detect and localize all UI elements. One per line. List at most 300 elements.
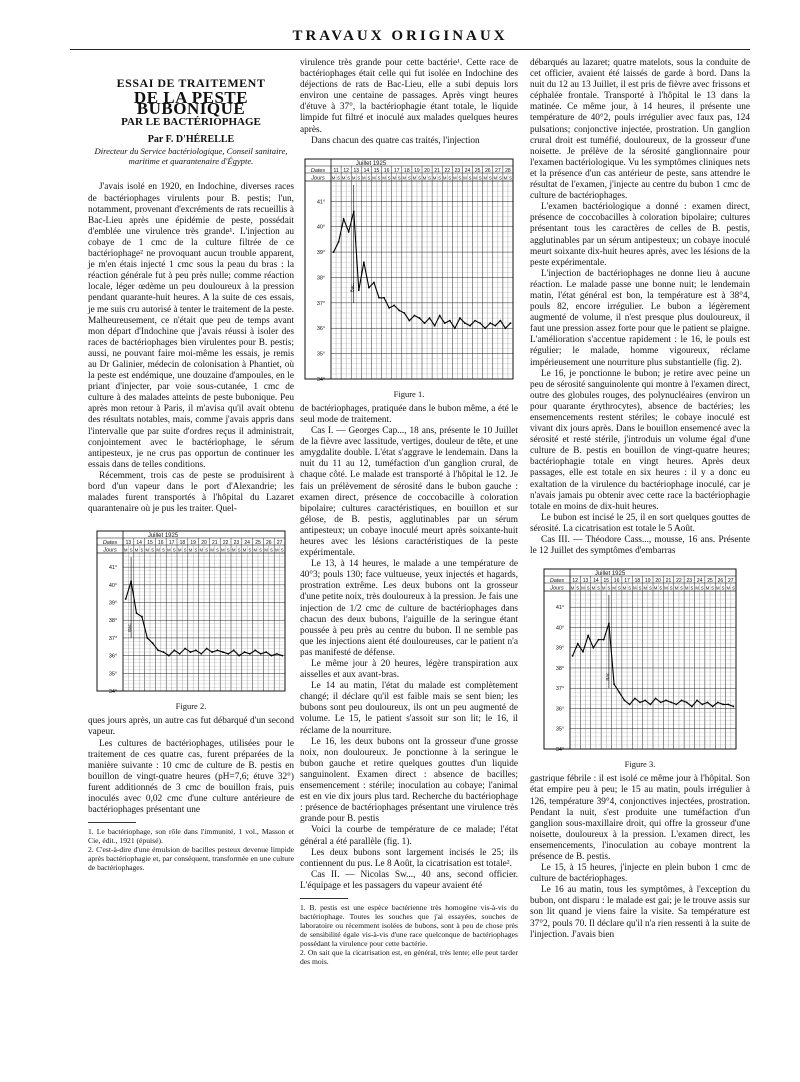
morning-label: M — [341, 175, 346, 181]
evening-label: S — [468, 175, 472, 181]
day-tick-label: 14 — [593, 578, 599, 585]
temperature-point — [510, 322, 512, 324]
temperature-point — [444, 322, 446, 324]
day-tick-label: 15 — [147, 540, 153, 547]
y-tick-label: 41° — [108, 565, 118, 572]
morning-label: M — [331, 175, 336, 181]
morning-label: M — [177, 547, 182, 553]
month-label: Juillet 1925 — [594, 571, 626, 578]
temperature-point — [271, 655, 273, 657]
figure-3-chart — [540, 565, 740, 755]
chart-frame — [97, 531, 285, 691]
morning-label: M — [664, 585, 668, 591]
morning-label: M — [674, 585, 679, 591]
temperature-point — [152, 643, 154, 645]
morning-label: M — [156, 547, 160, 553]
day-tick-label: 12 — [572, 578, 578, 585]
y-tick-label: 35° — [316, 351, 326, 358]
temperature-point — [733, 706, 735, 708]
title-line-3: PAR LE BACTÉRIOPHAGE — [121, 116, 261, 129]
y-tick-label: 38° — [316, 275, 326, 282]
temperature-point — [644, 700, 646, 702]
day-tick-label: 20 — [655, 578, 661, 585]
day-tick-label: 16 — [613, 578, 620, 585]
paragraph: J'avais isolé en 1920, en Indochine, diverses races de bactériophages virulents pour B. pestis; l'un, notamment, provenant d'excréments de rats recueillis à Bac-Lieu après une épidémie de peste, possédait d'emblée une virulence très grande¹. L'injection au cobaye de 1 cmc de la culture filtrée de ce bactériophage² ne provoquant aucun trouble apparent, je m'en étais injecté 1 cmc sous la peau du bras : la réaction générale fut à peu près nulle; comme réaction locale, léger œdème un peu douloureux à la pression pendant quarante-huit heures. A la suite de ces essais, je me suis cru autorisé à tenter le traitement de la peste. Malheureusement, ce n'était que peu de temps avant mon départ d'Indochine que j'avais réussi à isoler des races de bactériophages bien virulentes pour B. pestis; aussi, ne pouvant faire moi-même les essais, je remis au Dr Galinier, médecin de colonisation à Phantiet, où la peste est endémique, une douzaine d'ampoules, en le priant d'injecter, par voie sous-cutanée, 1 cmc de culture à des malades atteints de peste bubonique. Peu après mon retour à Paris, il m'avisa qu'il avait obtenu des résultats notables, mais, comme j'avais appris dans l'intervalle que par suite d'ordres reçus il administrait, conjointement avec le bactériophage, le sérum antipesteux, je ne crus pas opportun de continuer les essais dans de telles conditions. — [88, 182, 294, 470]
temperature-point — [464, 322, 466, 324]
footnote-rule — [300, 898, 348, 899]
temperature-point — [200, 653, 202, 655]
temperature-point — [603, 639, 605, 641]
evening-label: S — [357, 175, 361, 181]
evening-label: S — [638, 585, 642, 591]
temperature-point — [414, 314, 416, 316]
temperature-point — [434, 325, 436, 327]
day-tick-label: 18 — [634, 578, 641, 585]
temperature-point — [727, 704, 729, 706]
paragraph: L'injection de bactériophages ne donne lieu à aucune réaction. Le malade passe une bonne nuit; le lendemain matin, l'état général est bon, la température est à 38°4, pouls 82, encore irrégulier. Le bubon a légèrement augmenté de volume, il n'est presque plus douloureux, il faut une pression assez forte pour que le patient se plaigne. L'amélioration s'accentue rapidement : le 16, le pouls est régulier; le malade, homme vigoureux, réclame impérieusement une nourriture plus substantielle (fig. 2). — [530, 268, 750, 368]
morning-label: M — [633, 585, 637, 591]
day-tick-label: 12 — [343, 167, 349, 174]
day-tick-label: 26 — [484, 167, 491, 174]
evening-label: S — [576, 585, 580, 591]
temperature-point — [378, 297, 380, 299]
temperature-point — [141, 616, 143, 618]
day-tick-label: 18 — [404, 167, 410, 174]
temperature-point — [184, 648, 186, 650]
evening-label: S — [659, 585, 663, 591]
temperature-point — [338, 241, 340, 243]
paragraph: Le 16, les deux bubons ont la grosseur d'une grosse noix, non douloureux. Je ponctionne à la seringue le bubon gauche et retire quelques gouttes d'un liquide sanguinolent. Examen direct : absence de bacilles; ensemencement : stérile; inoculation au cobaye; l'animal est en vie dix jours plus tard. Recherche du bactériophage : présence de bactériophages présentant une virulence très grande pour B. pestis — [300, 736, 518, 825]
evening-label: S — [721, 585, 725, 591]
temperature-point — [655, 698, 657, 700]
temperature-point — [722, 704, 724, 706]
y-tick-label: 39° — [108, 600, 118, 607]
paragraph: Le 15, à 15 heures, j'injecte en plein bubon 1 cmc de culture de bactériophages. — [530, 863, 750, 885]
row-label-dates: Dates — [549, 578, 565, 585]
evening-label: S — [259, 547, 263, 553]
morning-label: M — [199, 547, 204, 553]
paragraph: Le 16, je ponctionne le bubon; je retire avec peine un peu de sérosité sanguinolente qui montre à l'examen direct, outre des globules rouges, des polynucléaires (environ un pour quarante érythrocytes), absence de bactéries; les ensemencements restent stériles; le cobaye inoculé est vivant dix jours après. Dans le bouillon ensemencé avec la sérosité et resté stérile, j'introduis un volume égal d'une culture de B. pestis en bouillon de vingt-quatre heures; bactériophagie totale en vingt heures. Après deux passages, elle est totale en six heures : il y a donc eu exaltation de la virulence du bactériophage inoculé, car je n'avais jamais pu obtenir avec cette race la bactériophagie totale en moins de dix-huit heures. — [530, 368, 750, 512]
evening-label: S — [428, 175, 431, 181]
paragraph: Cas I. — Georges Cap..., 18 ans, présente le 10 Juillet de la fièvre avec lassitude, vertiges, douleur de tête, et une amygdalite double. L'état s'aggrave le lendemain. Dans la nuit du 11 au 12, tuméfaction d'un ganglion crural, de chaque côté. Le malade est transporté à l'hôpital le 12. Je fais un prélèvement de sérosité dans le bubon gauche : examen direct, présence de coccobacille à coloration bipolaire; cultures caractéristiques, en bouillon et sur gélose, de B. pestis, agglutinables par un sérum antipesteux; un cobaye inoculé meurt après soixante-huit heures avec les lésions caractéristiques de la peste expérimentale. — [300, 426, 518, 559]
temperature-point — [634, 698, 636, 700]
day-tick-label: 23 — [454, 167, 461, 174]
morning-label: M — [493, 175, 498, 181]
morning-label: M — [253, 547, 258, 553]
morning-label: M — [275, 547, 279, 553]
temperature-point — [707, 702, 709, 704]
morning-label: M — [167, 547, 171, 553]
paragraph: Le 14 au matin, l'état du malade est complètement changé; il déclare qu'il est faible mais se sent bien; les bubons sont peu douloureux, ils ont un peu augmenté de volume. Le 15, le patient s'assoit sur son lit; le 16, il réclame de la nourriture. — [300, 681, 518, 736]
day-tick-label: 22 — [676, 578, 682, 585]
evening-label: S — [129, 547, 133, 553]
day-tick-label: 17 — [624, 578, 630, 585]
morning-label: M — [622, 585, 627, 591]
y-tick-label: 36° — [316, 325, 326, 332]
evening-label: S — [607, 585, 611, 591]
paragraph: ques jours après, un autre cas fut débarqué d'un second vapeur. — [88, 716, 294, 738]
author-byline: Par F. D'HÉRELLE — [147, 134, 235, 146]
evening-label: S — [438, 175, 442, 181]
temperature-point — [613, 683, 615, 685]
title-line-2: DE LA PESTE BUBONIQUE — [133, 88, 249, 119]
day-tick-label: 11 — [333, 167, 339, 174]
evening-label: S — [711, 585, 715, 591]
y-tick-label: 36° — [108, 653, 118, 660]
paragraph: Cas II. — Nicolas Sw..., 40 ans, second officier. L'équipage et les passagers du vapeur avaient été — [300, 869, 518, 891]
day-tick-label: 25 — [707, 578, 713, 585]
temperature-point — [598, 639, 600, 641]
y-tick-label: 34° — [555, 747, 565, 754]
temperature-point — [592, 647, 594, 649]
temperature-point — [276, 653, 278, 655]
temperature-point — [419, 317, 421, 319]
title-line-1: ESSAI DE TRAITEMENT — [116, 76, 266, 90]
day-tick-label: 19 — [414, 167, 420, 174]
evening-label: S — [680, 585, 683, 591]
chart-frame — [544, 569, 736, 749]
day-tick-label: 21 — [434, 167, 440, 174]
temperature-point — [712, 706, 714, 708]
y-tick-label: 38° — [108, 618, 118, 625]
figure-3-caption: Figure 3. — [624, 759, 656, 770]
y-tick-label: 39° — [555, 645, 565, 652]
temperature-point — [691, 706, 693, 708]
evening-label: S — [140, 547, 144, 553]
temperature-point — [439, 314, 441, 316]
day-tick-label: 14 — [363, 167, 370, 174]
temperature-point — [195, 650, 197, 652]
temperature-point — [179, 653, 181, 655]
temperature-point — [254, 650, 256, 652]
figure-1-caption: Figure 1. — [393, 388, 425, 399]
footnote-2: 2. On sait que la cicatrisation est, en général, très lente; elle peut tarder des mois. — [300, 947, 518, 966]
evening-label: S — [669, 585, 673, 591]
evening-label: S — [397, 175, 401, 181]
morning-label: M — [231, 547, 236, 553]
footnote-rule — [88, 822, 136, 823]
temperature-point — [469, 325, 471, 327]
morning-label: M — [392, 175, 396, 181]
paragraph: virulence très grande pour cette bactérie¹. Cette race de bactériophages était celle qui fut isolée en Indochine des déjections de rats de Bac-Lieu, elle a subi depuis lors environ une centaine de passages. Après vingt heures d'étuve à 37°, la bactériophagie étant totale, le liquide limpide fut filtré et inoculé aux malades quelques heures après. — [300, 58, 518, 135]
journal-section-header: TRAVAUX ORIGINAUX — [292, 28, 508, 44]
day-tick-label: 20 — [201, 540, 207, 547]
morning-label: M — [145, 547, 150, 553]
paragraph: Le 13, à 14 heures, le malade a une température de 40°3; pouls 130; face vultueuse, yeux injectés et hagards, prostration extrême. Les deux bubons ont la grosseur d'une petite noix, très douloureux à la pression. Je fais une injection de 1/2 cmc de culture de bactériophages dans chacun des deux bubons, l'aiguille de la seringue étant poussée à peu près au centre du bubon. Il ne semble pas que les injections aient été douloureuses, car le patient n'a pas manifesté de défense. — [300, 559, 518, 658]
temperature-point — [454, 327, 456, 329]
temperature-point — [681, 700, 683, 702]
morning-label: M — [695, 585, 699, 591]
day-tick-label: 24 — [464, 167, 471, 174]
month-label: Juillet 1925 — [147, 533, 179, 540]
evening-label: S — [172, 547, 176, 553]
temperature-point — [333, 251, 335, 253]
temperature-point — [675, 704, 677, 706]
chart-frame — [305, 159, 513, 379]
temperature-point — [474, 319, 476, 321]
temperature-point — [717, 702, 719, 704]
paragraph: Les cultures de bactériophages, utilisées pour le traitement de ces quatre cas, furent préparées de la manière suivante : 10 cmc de culture de B. pestis en bouillon de vingt-quatre heures (pH=7,6; étuve 32°) furent additionnés de 3 cmc de bouillon frais, puis inoculés avec 0,02 cmc d'une culture antérieure de bactériophages présentant une — [88, 738, 294, 816]
temperature-point — [388, 307, 390, 309]
morning-label: M — [221, 547, 225, 553]
temperature-point — [373, 281, 375, 283]
temperature-point — [383, 297, 385, 299]
evening-label: S — [183, 547, 187, 553]
day-tick-label: 18 — [179, 540, 186, 547]
y-tick-label: 38° — [555, 666, 565, 673]
temperature-point — [424, 322, 426, 324]
day-tick-label: 28 — [505, 167, 511, 174]
figure-1-chart — [301, 155, 517, 385]
evening-label: S — [367, 175, 371, 181]
day-tick-label: 21 — [212, 540, 218, 547]
morning-label: M — [601, 585, 606, 591]
morning-label: M — [443, 175, 447, 181]
evening-label: S — [226, 547, 230, 553]
morning-label: M — [612, 585, 616, 591]
morning-label: M — [473, 175, 477, 181]
evening-label: S — [216, 547, 219, 553]
temperature-point — [650, 704, 652, 706]
temperature-point — [244, 651, 246, 653]
day-tick-label: 26 — [266, 540, 272, 547]
paragraph: gastrique fébrile : il est isolé ce même jour à l'hôpital. Son état empire peu à peu; le 15 au matin, pouls irrégulier à 126, température 39°4, conjonctives injectées, prostration. Pendant la nuit, s'est produite une tuméfaction d'un ganglion sous-maxillaire droit, qui offre la grosseur d'une noisette, douloureux à la pression. L'examen direct, les ensemencements, l'inoculation au cobaye montrent la présence de B. pestis. — [530, 774, 750, 862]
temperature-point — [249, 653, 251, 655]
morning-label: M — [264, 547, 268, 553]
evening-label: S — [407, 175, 411, 181]
morning-label: M — [643, 585, 647, 591]
temperature-point — [665, 700, 667, 702]
morning-label: M — [483, 175, 487, 181]
temperature-point — [429, 317, 431, 319]
temperature-point — [281, 655, 283, 657]
temperature-point — [146, 637, 148, 639]
temperature-point — [260, 653, 262, 655]
day-tick-label: 23 — [686, 578, 693, 585]
temperature-point — [211, 651, 213, 653]
evening-label: S — [700, 585, 704, 591]
temperature-point — [168, 655, 170, 657]
y-tick-label: 37° — [555, 686, 565, 693]
temperature-point — [489, 322, 491, 324]
evening-label: S — [237, 547, 241, 553]
temperature-point — [393, 304, 395, 306]
temperature-point — [408, 319, 410, 321]
temperature-point — [572, 655, 574, 657]
temperature-point — [577, 643, 579, 645]
day-tick-label: 15 — [603, 578, 610, 585]
temperature-point — [449, 319, 451, 321]
y-tick-label: 40° — [555, 625, 565, 632]
y-tick-label: 41° — [555, 605, 565, 612]
evening-label: S — [597, 585, 600, 591]
evening-label: S — [509, 175, 512, 181]
day-tick-label: 15 — [373, 167, 380, 174]
header-rule — [70, 49, 750, 50]
temperature-point — [265, 651, 267, 653]
y-tick-label: 35° — [555, 726, 565, 733]
morning-label: M — [210, 547, 214, 553]
footnote-1: 1. B. pestis est une espèce bactérienne très homogène vis-à-vis du bactériophage. Toutes les souches que j'ai essayées, souches de laboratoire ou récemment isolées de bubons, sont à peu de chose près de sensibilité égale vis-à-vis d'une race quelconque de bactériophages possédant la virulence pour cette bactérie. — [300, 902, 518, 948]
temperature-point — [163, 651, 165, 653]
temperature-point — [582, 651, 584, 653]
temperature-point — [639, 702, 641, 704]
y-tick-label: 37° — [316, 300, 326, 307]
temperature-point — [624, 700, 626, 702]
figure-2-chart — [93, 527, 289, 697]
day-tick-label: 16 — [158, 540, 164, 547]
evening-label: S — [498, 175, 502, 181]
column-1 — [88, 58, 294, 872]
morning-label: M — [422, 175, 427, 181]
morning-label: M — [242, 547, 247, 553]
y-tick-label: 39° — [316, 249, 326, 256]
morning-label: M — [134, 547, 139, 553]
temperature-point — [499, 319, 501, 321]
day-tick-label: 23 — [233, 540, 240, 547]
evening-label: S — [337, 175, 340, 181]
morning-label: M — [188, 547, 193, 553]
day-tick-label: 19 — [190, 540, 196, 547]
day-tick-label: 22 — [444, 167, 451, 174]
footnote-2: 2. C'est-à-dire d'une émulsion de bacilles pesteux devenue limpide après bactériophagie et, par conséquent, transformée en une culture de bactériophages. — [88, 845, 294, 873]
day-tick-label: 24 — [696, 578, 703, 585]
column-3 — [530, 58, 750, 941]
morning-label: M — [653, 585, 658, 591]
temperature-point — [217, 650, 219, 652]
evening-label: S — [162, 547, 165, 553]
temperature-point — [222, 651, 224, 653]
evening-label: S — [151, 547, 155, 553]
temperature-point — [368, 286, 370, 288]
evening-label: S — [387, 175, 391, 181]
evening-label: S — [270, 547, 273, 553]
morning-label: M — [352, 175, 356, 181]
temperature-point — [701, 704, 703, 706]
paragraph: Voici la courbe de température de ce malade; l'état général a été parallèle (fig. 1). — [300, 825, 518, 847]
temperature-point — [403, 312, 405, 314]
paragraph: Les deux bubons sont largement incisés le 25; ils contiennent du pus. Le 8 Août, la cicatrisation est totale². — [300, 847, 518, 869]
morning-label: M — [372, 175, 376, 181]
day-tick-label: 27 — [276, 540, 283, 547]
morning-label: M — [570, 585, 575, 591]
evening-label: S — [458, 175, 462, 181]
temperature-point — [629, 704, 631, 706]
injection-annotation: Bac. — [127, 623, 133, 633]
temperature-point — [358, 289, 360, 291]
temperature-point — [363, 261, 365, 263]
y-tick-label: 34° — [108, 689, 118, 696]
paragraph: débarqués au lazaret; quatre matelots, sous la conduite de cet officier, avaient été laissés de garde à bord. Dans la nuit du 12 au 13 Juillet, il est pris de fièvre avec frissons et céphalée frontale. Transporté à l'hôpital le 13 dans la matinée. Ce même jour, à 14 heures, il présente une température de 40°2, pouls irrégulier avec faux pas, 124 pulsations; conjonctive injectée, prostration. Un ganglion crural droit est tuméfié, douloureux, de la grosseur d'une noisette. Je prélève de la sérosité ganglionnaire pour l'examen bactériologique. Vu les symptômes cliniques nets et la présence d'un cas antérieur de peste, sans attendre le résultat de l'examen, j'injecte au centre du bubon 1 cmc de culture de bactériophages. — [530, 58, 750, 202]
evening-label: S — [732, 585, 735, 591]
day-tick-label: 22 — [222, 540, 229, 547]
temperature-point — [206, 648, 208, 650]
paragraph: Récemment, trois cas de peste se produisirent à bord d'un vapeur dans le port d'Alexandrie; les malades furent transportés à l'hôpital du Lazaret quarantenaire où je pus les traiter. Quel- — [88, 470, 294, 515]
evening-label: S — [377, 175, 381, 181]
paragraph: de bactériophages, pratiquée dans le bubon même, a été le seul mode de traitement. — [300, 403, 518, 425]
evening-label: S — [448, 175, 452, 181]
day-tick-label: 13 — [353, 167, 360, 174]
footnote-1: 1. Le bactériophage, son rôle dans l'immunité, 1 vol., Masson et Cie, édit., 1921 (épuisé). — [88, 827, 294, 846]
y-tick-label: 40° — [316, 224, 326, 231]
paragraph: Le même jour à 20 heures, légère transpiration aux aisselles et aux avant-bras. — [300, 659, 518, 681]
evening-label: S — [205, 547, 209, 553]
y-tick-label: 36° — [555, 706, 565, 713]
paragraph: L'examen bactériologique a donné : examen direct, présence de coccobacilles à coloration bipolaire; cultures présentant tous les caractères de celles de B. pestis, agglutinables par un sérum antipesteux; un cobaye inoculé meurt soixante dix-huit heures après, avec les lésions de la peste expérimentale. — [530, 202, 750, 268]
evening-label: S — [248, 547, 252, 553]
day-tick-label: 13 — [582, 578, 589, 585]
day-tick-label: 21 — [665, 578, 672, 585]
article-title-block — [88, 78, 294, 166]
temperature-point — [125, 598, 127, 600]
morning-label: M — [432, 175, 437, 181]
paragraph: Le 16 au matin, tous les symptômes, à l'exception du bubon, ont disparu : le malade est gai; je le trouve assis sur son lit quand je viens faire la visite. Sa température est 37°2, pouls 70. Il déclare qu'il n'a rien ressenti à la suite de l'injection. J'avais bien — [530, 885, 750, 940]
morning-label: M — [503, 175, 508, 181]
paragraph: Dans chacun des quatre cas traités, l'injection — [311, 135, 480, 146]
day-tick-label: 17 — [168, 540, 175, 547]
morning-label: M — [684, 585, 689, 591]
injection-annotation: Bac. — [604, 671, 610, 681]
morning-label: M — [463, 175, 467, 181]
y-tick-label: 40° — [108, 583, 118, 590]
y-tick-label: 37° — [108, 636, 118, 643]
day-tick-label: 16 — [383, 167, 390, 174]
column-2 — [300, 58, 518, 966]
row-label-dates: Dates — [310, 167, 326, 174]
morning-label: M — [362, 175, 366, 181]
row-label-jours: Jours — [550, 585, 564, 592]
day-tick-label: 13 — [125, 540, 132, 547]
row-label-jours: Jours — [103, 547, 117, 554]
row-label-dates: Dates — [102, 540, 118, 547]
evening-label: S — [586, 585, 590, 591]
y-tick-label: 35° — [108, 671, 118, 678]
evening-label: S — [628, 585, 632, 591]
temperature-point — [190, 651, 192, 653]
temperature-point — [670, 702, 672, 704]
temperature-point — [479, 322, 481, 324]
evening-label: S — [690, 585, 694, 591]
injection-annotation: Bac. — [349, 282, 355, 292]
temperature-point — [398, 309, 400, 311]
paragraph: Le bubon est incisé le 25, il en sort quelques gouttes de sérosité. La cicatrisation est totale le 5 Août. — [530, 512, 750, 534]
figure-2-caption: Figure 2. — [175, 701, 207, 712]
morning-label: M — [123, 547, 128, 553]
day-tick-label: 27 — [728, 578, 734, 585]
temperature-point — [686, 702, 688, 704]
day-tick-label: 17 — [393, 167, 400, 174]
day-tick-label: 14 — [136, 540, 142, 547]
day-tick-label: 26 — [717, 578, 724, 585]
evening-label: S — [418, 175, 421, 181]
morning-label: M — [726, 585, 730, 591]
temperature-point — [618, 692, 620, 694]
temperature-point — [660, 702, 662, 704]
evening-label: S — [649, 585, 652, 591]
morning-label: M — [591, 585, 596, 591]
evening-label: S — [478, 175, 482, 181]
y-tick-label: 41° — [316, 199, 326, 206]
day-tick-label: 20 — [424, 167, 430, 174]
temperature-point — [157, 650, 159, 652]
temperature-point — [494, 325, 496, 327]
evening-label: S — [617, 585, 621, 591]
author-affiliation: Directeur du Service bactériologique, Conseil sanitaire, maritime et quarantenaire d'Égypte. — [94, 146, 288, 167]
morning-label: M — [412, 175, 417, 181]
temperature-point — [696, 700, 698, 702]
paragraph: Cas III. — Théodore Cass..., mousse, 16 ans. Présente le 12 Juillet des symptômes d'embarras — [530, 535, 750, 557]
morning-label: M — [581, 585, 585, 591]
